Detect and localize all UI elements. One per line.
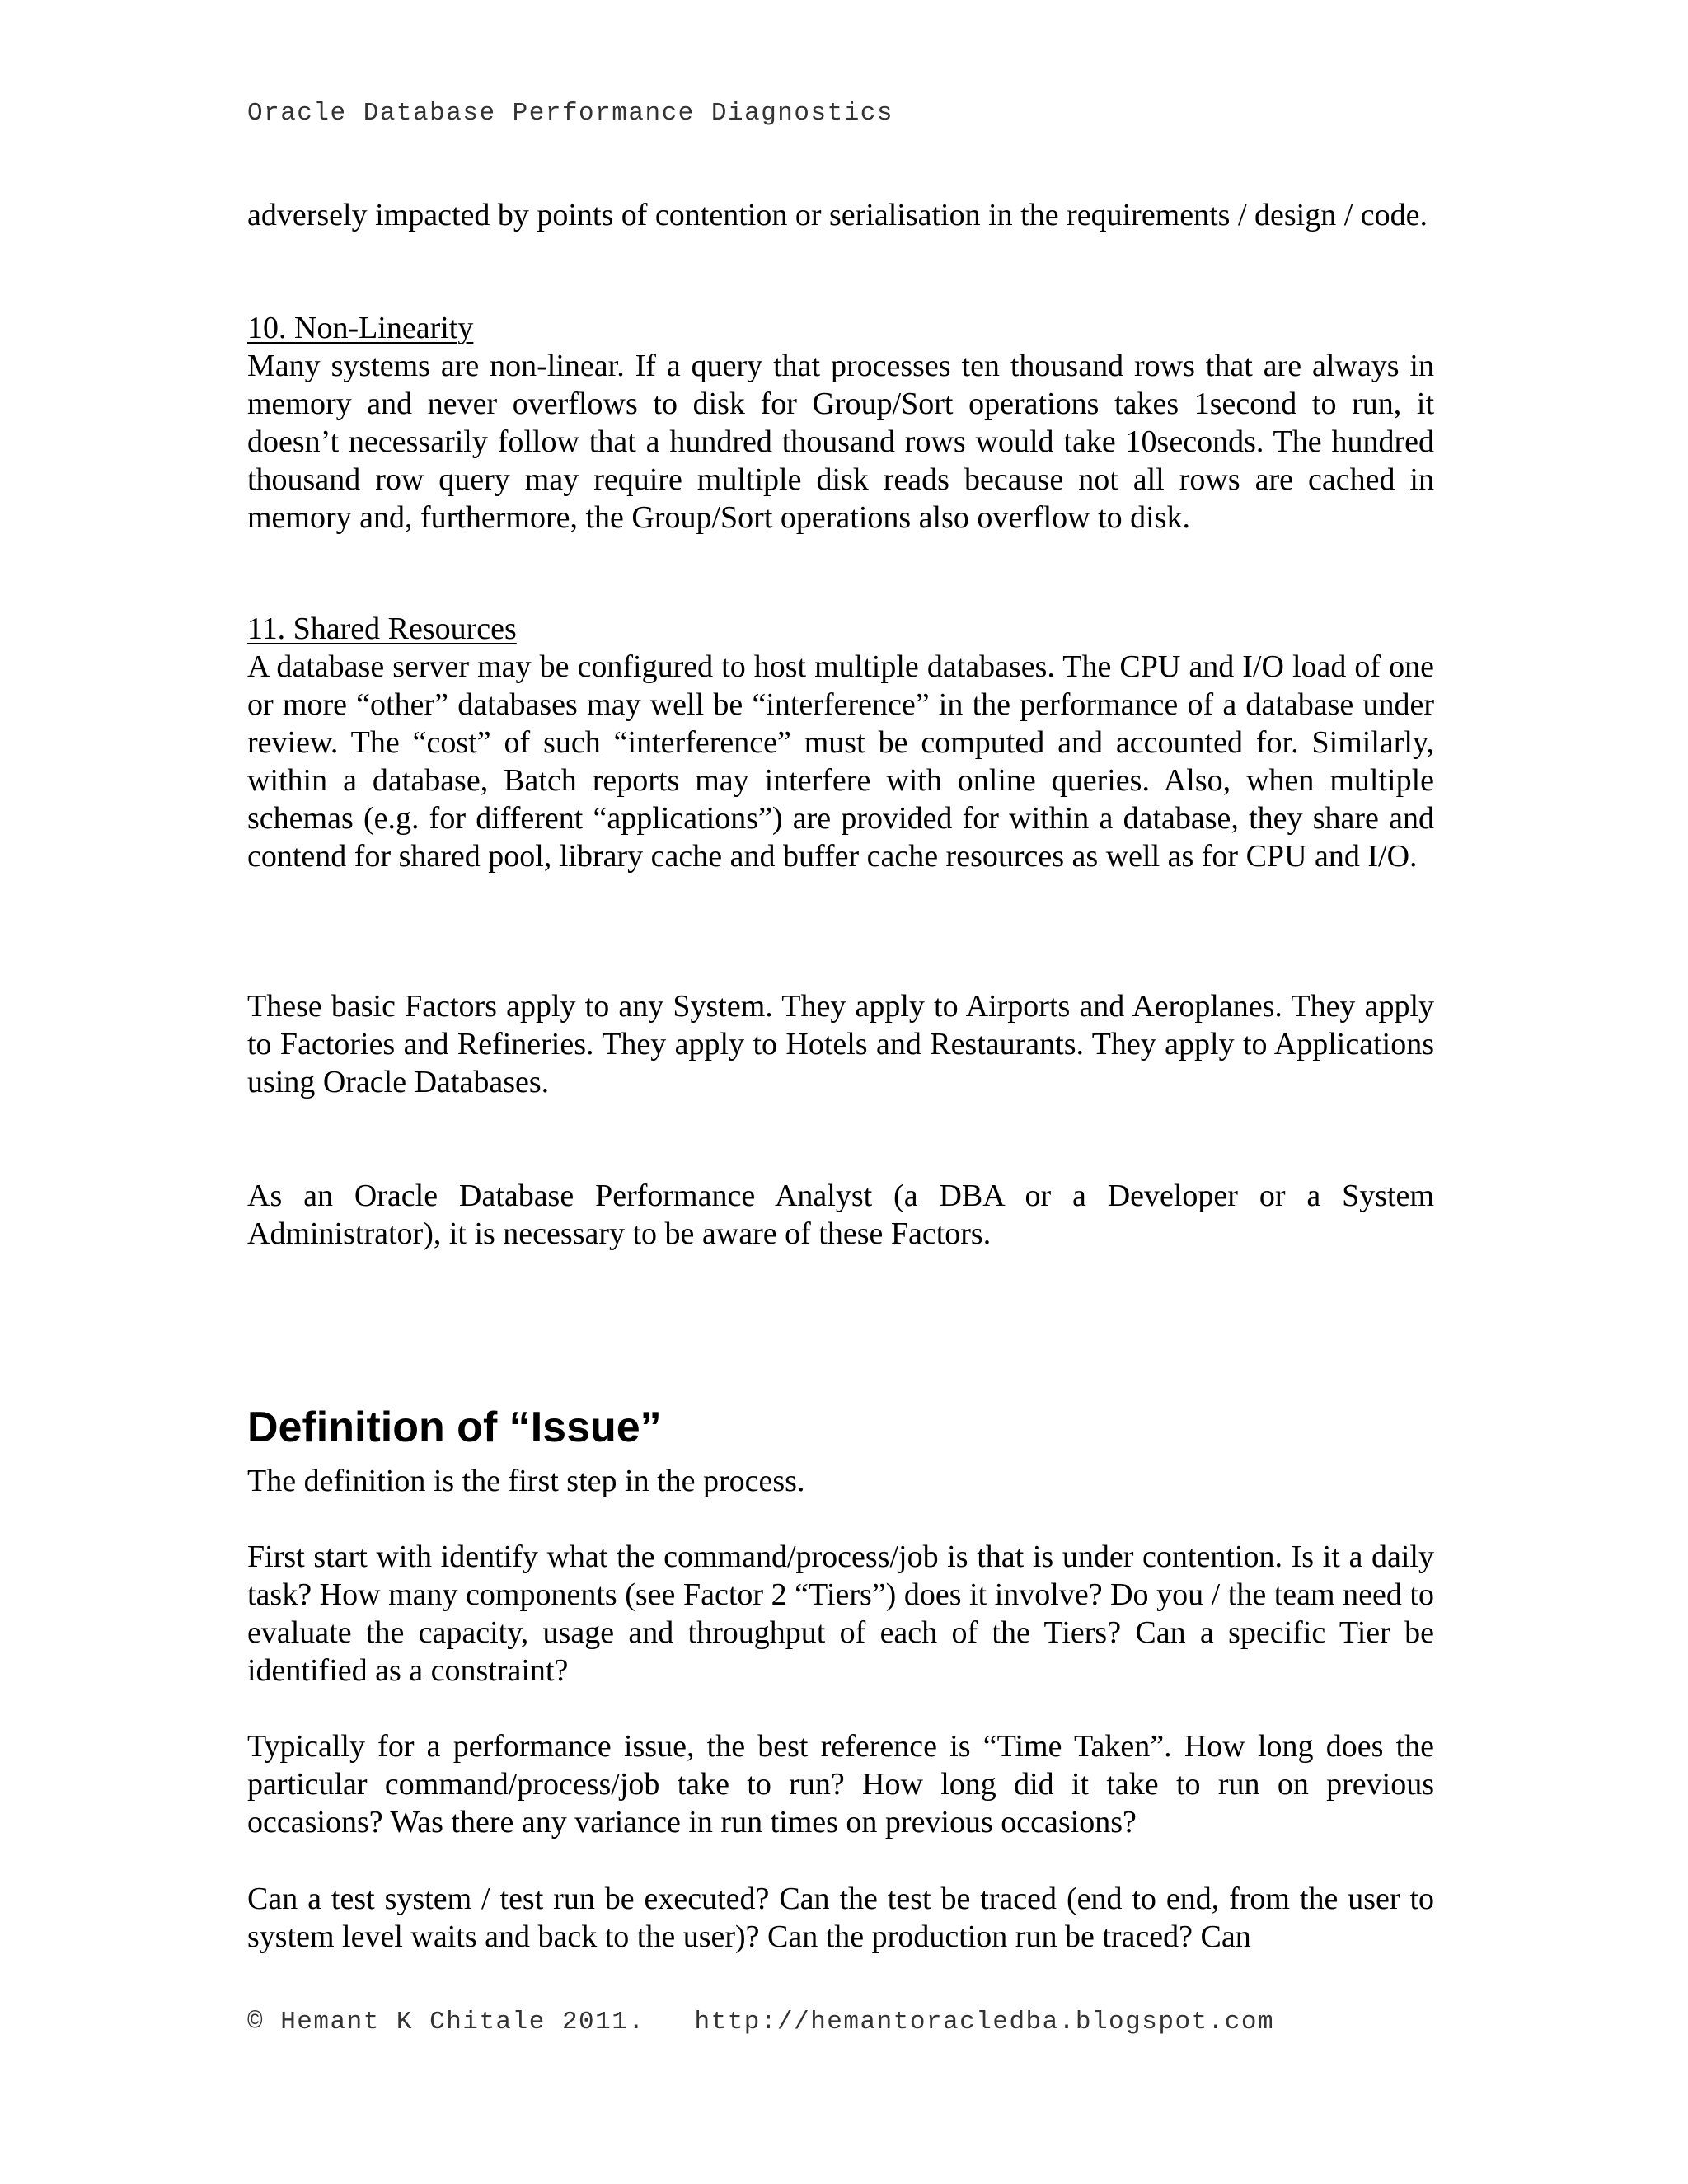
definition-heading: Definition of “Issue” bbox=[247, 1404, 662, 1451]
definition-paragraph-2-text: Typically for a performance issue, the best reference is “Time Taken”. How long does the particular command/process/job take to run? How long did it take to run on previous occasions? Was there any variance in run times on previous occasions? bbox=[247, 1729, 1434, 1840]
definition-paragraph-3-text: Can a test system / test run be executed? Can the test be traced (end to end, from the user to system level waits and back to the user)? Can the production run be traced? Can bbox=[247, 1882, 1434, 1954]
definition-paragraph-1-text: First start with identify what the command/process/job is that is under contention. Is it a daily task? How many components (see Factor 2 “Tiers”) does it involve? Do you / the team need to evaluate the capacity, usage and throughput of each of the Tiers? Can a specific Tier be identified as a constraint? bbox=[247, 1540, 1434, 1688]
definition-paragraph-3 bbox=[247, 1880, 1434, 1956]
definition-intro bbox=[247, 1462, 1434, 1500]
definition-intro-text: The definition is the first step in the process. bbox=[247, 1464, 805, 1498]
definition-paragraph-2 bbox=[247, 1727, 1434, 1841]
continuation-text: adversely impacted by points of contention or serialisation in the requirements / design / code. bbox=[247, 198, 1428, 232]
section-item-11 bbox=[247, 610, 1434, 875]
item-10-text: Many systems are non-linear. If a query that processes ten thousand rows that are always in memory and never overflows to disk for Group/Sort operations takes 1second to run, it doesn’t necessarily follow that a hundred thousand rows would take 10seconds. The hundred thousand row query may require multiple disk reads because not all rows are cached in memory and, furthermore, the Group/Sort operations also overflow to disk. bbox=[247, 349, 1434, 535]
footer-url: http://hemantoracledba.blogspot.com bbox=[694, 2008, 1275, 2036]
running-header: Oracle Database Performance Diagnostics bbox=[247, 99, 894, 128]
item-10-heading: 10. Non-Linearity bbox=[247, 311, 474, 345]
continuation-paragraph bbox=[247, 196, 1434, 234]
definition-paragraph-1 bbox=[247, 1538, 1434, 1690]
section-item-10 bbox=[247, 309, 1434, 537]
analyst-text: As an Oracle Database Performance Analyst (a DBA or a Developer or a System Administrator), it is necessary to be aware of these Factors. bbox=[247, 1179, 1434, 1251]
running-footer bbox=[247, 2006, 1274, 2039]
item-11-text: A database server may be configured to host multiple databases. The CPU and I/O load of one or more “other” databases may well be “interference” in the performance of a database under review. The “cost” of such “interference” must be computed and accounted for. Similarly, within a database, Batch reports may interfere with online queries. Also, when multiple schemas (e.g. for different “applications”) are provided for within a database, they share and contend for shared pool, library cache and buffer cache resources as well as for CPU and I/O. bbox=[247, 649, 1434, 874]
analyst-paragraph bbox=[247, 1177, 1434, 1253]
factors-paragraph bbox=[247, 987, 1434, 1101]
footer-copyright: © Hemant K Chitale 2011. bbox=[247, 2008, 645, 2036]
item-11-heading: 11. Shared Resources bbox=[247, 612, 517, 646]
factors-text: These basic Factors apply to any System. They apply to Airports and Aeroplanes. They apply to Factories and Refineries. They apply to Hotels and Restaurants. They apply to Applications using Oracle Databases. bbox=[247, 989, 1434, 1099]
